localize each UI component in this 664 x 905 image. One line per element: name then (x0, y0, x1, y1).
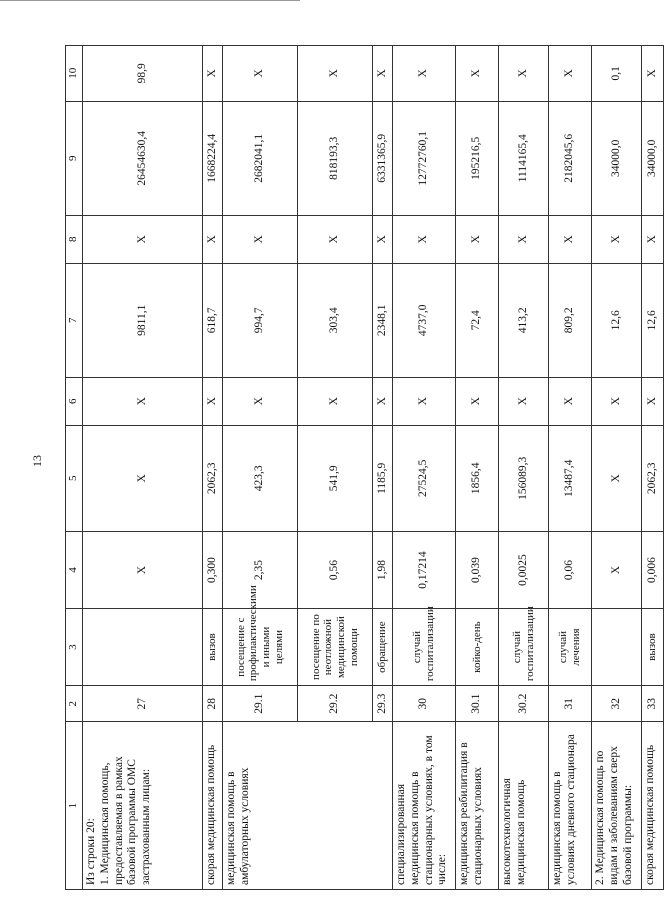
row-code: 32 (592, 686, 642, 722)
header-cell: 6 (66, 377, 83, 425)
cell: 4737,0 (393, 263, 456, 377)
row-name: 2. Медицинская помощь по видам и заболеваниям сверх базовой программы: (592, 722, 642, 890)
cell: X (298, 46, 373, 102)
cell: 6331365,9 (373, 101, 393, 215)
row-unit (83, 609, 203, 686)
cell: X (373, 46, 393, 102)
cell: 0,300 (203, 532, 223, 609)
cell: 12,6 (642, 263, 664, 377)
cell: 156089,3 (499, 425, 549, 531)
cell: X (373, 377, 393, 425)
cell: X (592, 425, 642, 531)
table-row (592, 46, 642, 890)
row-unit: койко-день (456, 609, 499, 686)
cell: 541,9 (298, 425, 373, 531)
cell: 12,6 (592, 263, 642, 377)
cell: 0,06 (549, 532, 592, 609)
cell: X (393, 46, 456, 102)
cell: 0,039 (456, 532, 499, 609)
cell: X (203, 377, 223, 425)
table-row (203, 46, 223, 890)
row-unit: случай госпитализации (393, 609, 456, 686)
row-unit: посещение с профилактическими и иными целями (223, 609, 298, 686)
cell: X (456, 46, 499, 102)
cell: 618,7 (203, 263, 223, 377)
row-code: 31 (549, 686, 592, 722)
row-code: 28 (203, 686, 223, 722)
row-code: 29.3 (373, 686, 393, 722)
cell: 2182045,6 (549, 101, 592, 215)
row-code: 30 (393, 686, 456, 722)
cell: X (642, 46, 664, 102)
cell: X (456, 215, 499, 263)
row-code: 33 (642, 686, 664, 722)
cell: 34000,0 (642, 101, 664, 215)
row-unit (592, 609, 642, 686)
cell: 9811,1 (83, 263, 203, 377)
header-cell: 9 (66, 101, 83, 215)
cell: 34000,0 (592, 101, 642, 215)
cell: X (223, 215, 298, 263)
cell: 423,3 (223, 425, 298, 531)
cell: X (499, 215, 549, 263)
row-name: высокотехнологичная медицинская помощь (499, 722, 549, 890)
cell: 98,9 (83, 46, 203, 102)
cell: 26454630,4 (83, 101, 203, 215)
table-row (223, 46, 298, 890)
data-table (65, 45, 664, 890)
header-cell: 4 (66, 532, 83, 609)
row-name: скорая медицинская помощь (642, 722, 664, 890)
cell: 809,2 (549, 263, 592, 377)
cell: X (83, 425, 203, 531)
cell: X (456, 377, 499, 425)
header-cell: 1 (66, 722, 83, 890)
cell: 994,7 (223, 263, 298, 377)
cell: X (298, 377, 373, 425)
cell: X (642, 377, 664, 425)
cell: 413,2 (499, 263, 549, 377)
cell: X (373, 215, 393, 263)
row-name: медицинская помощь в условиях дневного стационара (549, 722, 592, 890)
table-row (642, 46, 664, 890)
cell: X (203, 215, 223, 263)
cell: X (83, 377, 203, 425)
cell: X (499, 46, 549, 102)
cell: X (642, 215, 664, 263)
page-number: 13 (30, 455, 44, 467)
cell: 2062,3 (642, 425, 664, 531)
table-row (499, 46, 549, 890)
cell: 12772760,1 (393, 101, 456, 215)
cell: 0,56 (298, 532, 373, 609)
cell: 0,0025 (499, 532, 549, 609)
header-cell: 2 (66, 686, 83, 722)
cell: 818193,3 (298, 101, 373, 215)
row-unit: случай госпитализации (499, 609, 549, 686)
row-code: 29.2 (298, 686, 373, 722)
table-row (456, 46, 499, 890)
cell: 2,35 (223, 532, 298, 609)
table-row (393, 46, 456, 890)
cell: 2348,1 (373, 263, 393, 377)
cell: 1856,4 (456, 425, 499, 531)
row-unit: обращение (373, 609, 393, 686)
cell: 1,98 (373, 532, 393, 609)
row-unit: вызов (203, 609, 223, 686)
table-row (549, 46, 592, 890)
cell: X (83, 215, 203, 263)
cell: 0,17214 (393, 532, 456, 609)
cell: 2062,3 (203, 425, 223, 531)
row-name: скорая медицинская помощь (203, 722, 223, 890)
cell: X (223, 46, 298, 102)
row-code: 30.2 (499, 686, 549, 722)
cell: X (203, 46, 223, 102)
row-unit: случай лечения (549, 609, 592, 686)
header-cell: 7 (66, 263, 83, 377)
header-row (66, 46, 83, 890)
cell: X (298, 215, 373, 263)
cell: X (83, 532, 203, 609)
header-cell: 5 (66, 425, 83, 531)
row-code: 30.1 (456, 686, 499, 722)
header-cell: 8 (66, 215, 83, 263)
cell: 2682041,1 (223, 101, 298, 215)
cell: 0,006 (642, 532, 664, 609)
cell: 72,4 (456, 263, 499, 377)
cell: 0,1 (592, 46, 642, 102)
cell: X (499, 377, 549, 425)
cell: 303,4 (298, 263, 373, 377)
header-cell: 3 (66, 609, 83, 686)
row-name: Из строки 20: 1. Медицинская помощь, предоставляемая в рамках базовой программы ОМС застрахованным лицам: (83, 722, 203, 890)
cell: X (592, 532, 642, 609)
cell: X (592, 377, 642, 425)
header-cell: 10 (66, 46, 83, 102)
cell: X (549, 46, 592, 102)
row-code: 27 (83, 686, 203, 722)
cell: X (223, 377, 298, 425)
cell: 1668224,4 (203, 101, 223, 215)
cell: X (592, 215, 642, 263)
row-name: медицинская помощь в амбулаторных условиях (223, 722, 393, 890)
cell: 27524,5 (393, 425, 456, 531)
table-row (83, 46, 203, 890)
cell: X (393, 377, 456, 425)
cell: X (393, 215, 456, 263)
top-rule (0, 0, 300, 1)
row-unit: посещение по неотложной медицинской помощи (298, 609, 373, 686)
cell: 13487,4 (549, 425, 592, 531)
cell: X (549, 377, 592, 425)
cell: X (549, 215, 592, 263)
cell: 195216,5 (456, 101, 499, 215)
row-name: специализированная медицинская помощь в стационарных условиях, в том числе: (393, 722, 456, 890)
cell: 1185,9 (373, 425, 393, 531)
cell: 1114165,4 (499, 101, 549, 215)
row-code: 29.1 (223, 686, 298, 722)
row-name: медицинская реабилитация в стационарных условиях (456, 722, 499, 890)
row-unit: вызов (642, 609, 664, 686)
rotated-table-wrapper (65, 45, 659, 890)
